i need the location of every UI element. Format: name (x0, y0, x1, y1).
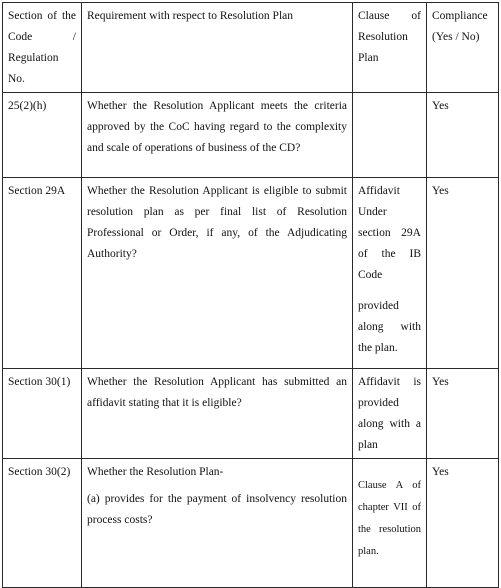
table-row (3, 93, 499, 178)
row-section: Section 30(2) (3, 459, 82, 588)
row-requirement: Whether the Resolution Applicant meets the criteria approved by the CoC having regard to the complexity and scale of operations of business of the CD? (82, 93, 353, 178)
header-compliance: Compliance (Yes / No) (427, 3, 499, 93)
clause-text: Clause A of chapter VII of the resolution plan. (358, 480, 421, 557)
compliance-table (2, 2, 499, 588)
header-requirement: Requirement with respect to Resolution Plan (82, 3, 353, 93)
row-compliance: Yes (427, 93, 499, 178)
row-clause: Affidavit is provided along with a plan (353, 369, 427, 459)
row-clause (353, 178, 427, 369)
row-clause (353, 459, 427, 588)
row-compliance: Yes (427, 459, 499, 588)
row-compliance: Yes (427, 178, 499, 369)
row-section: Section 30(1) (3, 369, 82, 459)
table-header-row (3, 3, 499, 93)
row-section: Section 29A (3, 178, 82, 369)
header-section: Section of the Code / Regulation No. (3, 3, 82, 93)
table-row (3, 459, 499, 588)
row-requirement (82, 459, 353, 588)
header-clause: Clause of Resolution Plan (353, 3, 427, 93)
table-row (3, 369, 499, 459)
row-requirement: Whether the Resolution Applicant has submitted an affidavit stating that it is eligible? (82, 369, 353, 459)
clause-affidavit-text: Affidavit Under section 29A of the IB Code (358, 185, 421, 281)
row-requirement: Whether the Resolution Applicant is eligible to submit resolution plan as per final list of Resolution Professional or Order, if any, of the Adjudicating Authority? (82, 178, 353, 369)
table-row (3, 178, 499, 369)
row-compliance: Yes (427, 369, 499, 459)
requirement-heading: Whether the Resolution Plan- (87, 466, 224, 478)
clause-provided-text: provided along with the plan. (358, 300, 421, 354)
row-section: 25(2)(h) (3, 93, 82, 178)
requirement-item: (a) provides for the payment of insolvency resolution process costs? (87, 493, 347, 526)
row-clause (353, 93, 427, 178)
